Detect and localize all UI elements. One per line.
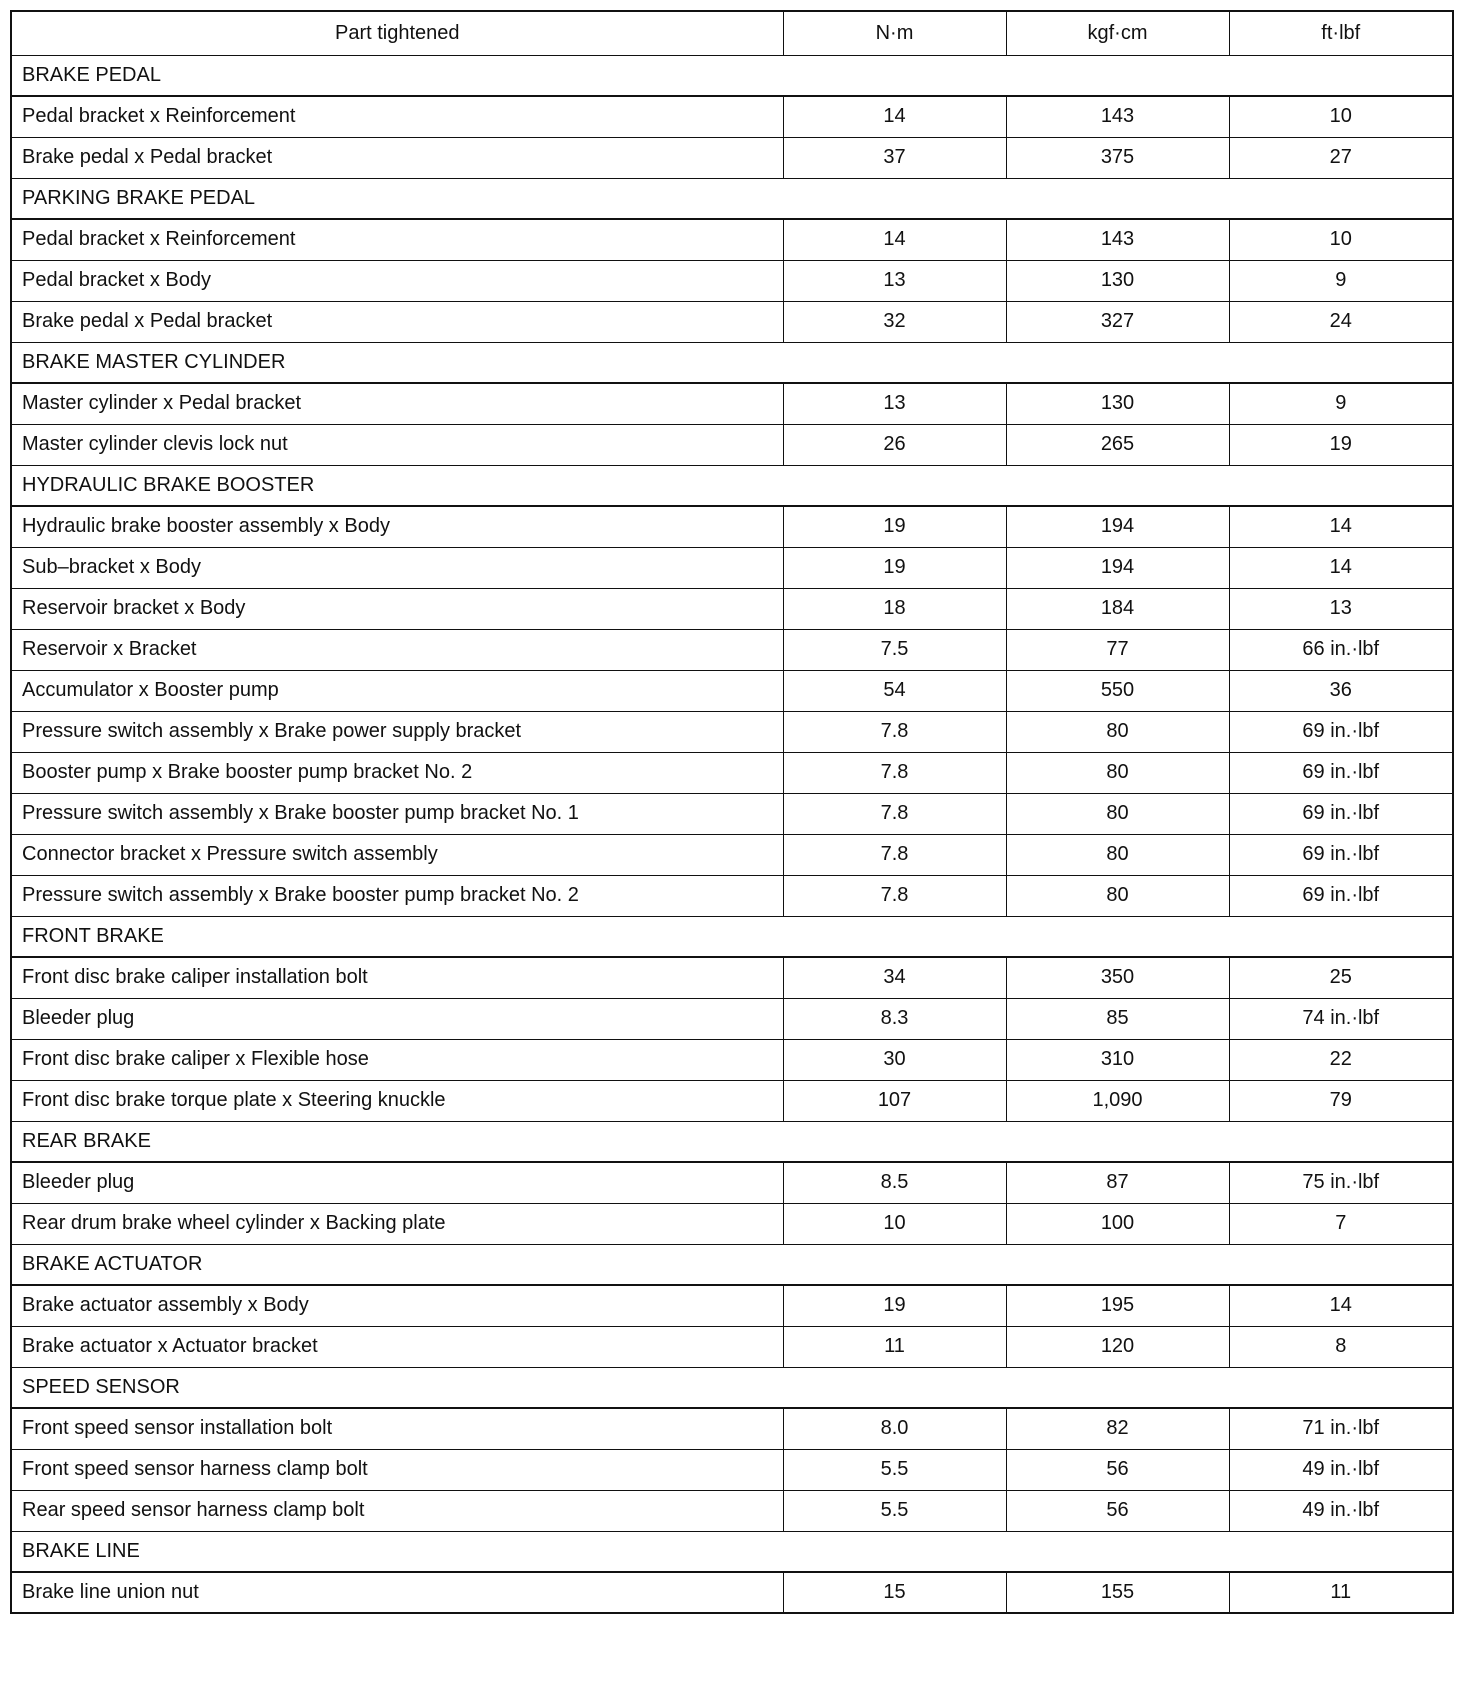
part-cell: Front disc brake caliper installation bolt bbox=[11, 957, 783, 998]
nm-cell: 34 bbox=[783, 957, 1006, 998]
part-cell: Rear drum brake wheel cylinder x Backing plate bbox=[11, 1203, 783, 1244]
table-row bbox=[11, 670, 1453, 711]
nm-cell: 15 bbox=[783, 1572, 1006, 1613]
kgfcm-cell: 195 bbox=[1006, 1285, 1229, 1326]
ftlbf-cell: 9 bbox=[1229, 383, 1453, 424]
ftlbf-cell: 69 in.·lbf bbox=[1229, 793, 1453, 834]
part-cell: Sub–bracket x Body bbox=[11, 547, 783, 588]
section-title: BRAKE ACTUATOR bbox=[11, 1244, 1453, 1285]
section-row bbox=[11, 1244, 1453, 1285]
kgfcm-cell: 143 bbox=[1006, 96, 1229, 137]
section-title: BRAKE LINE bbox=[11, 1531, 1453, 1572]
table-row bbox=[11, 629, 1453, 670]
ftlbf-cell: 14 bbox=[1229, 547, 1453, 588]
table-row bbox=[11, 1408, 1453, 1449]
section-row bbox=[11, 55, 1453, 96]
nm-cell: 19 bbox=[783, 1285, 1006, 1326]
section-row bbox=[11, 465, 1453, 506]
section-title: SPEED SENSOR bbox=[11, 1367, 1453, 1408]
table-row bbox=[11, 711, 1453, 752]
table-row bbox=[11, 219, 1453, 260]
table-row bbox=[11, 383, 1453, 424]
part-cell: Reservoir bracket x Body bbox=[11, 588, 783, 629]
ftlbf-cell: 69 in.·lbf bbox=[1229, 834, 1453, 875]
ftlbf-cell: 8 bbox=[1229, 1326, 1453, 1367]
table-body bbox=[11, 55, 1453, 1613]
section-title: HYDRAULIC BRAKE BOOSTER bbox=[11, 465, 1453, 506]
kgfcm-cell: 80 bbox=[1006, 793, 1229, 834]
ftlbf-cell: 74 in.·lbf bbox=[1229, 998, 1453, 1039]
section-title: BRAKE PEDAL bbox=[11, 55, 1453, 96]
part-cell: Booster pump x Brake booster pump bracket No. 2 bbox=[11, 752, 783, 793]
nm-cell: 26 bbox=[783, 424, 1006, 465]
nm-cell: 7.5 bbox=[783, 629, 1006, 670]
ftlbf-cell: 25 bbox=[1229, 957, 1453, 998]
header-nm: N·m bbox=[783, 11, 1006, 55]
kgfcm-cell: 184 bbox=[1006, 588, 1229, 629]
nm-cell: 30 bbox=[783, 1039, 1006, 1080]
section-title: FRONT BRAKE bbox=[11, 916, 1453, 957]
nm-cell: 14 bbox=[783, 219, 1006, 260]
ftlbf-cell: 14 bbox=[1229, 506, 1453, 547]
part-cell: Accumulator x Booster pump bbox=[11, 670, 783, 711]
ftlbf-cell: 71 in.·lbf bbox=[1229, 1408, 1453, 1449]
table-row bbox=[11, 793, 1453, 834]
kgfcm-cell: 80 bbox=[1006, 711, 1229, 752]
table-row bbox=[11, 1039, 1453, 1080]
kgfcm-cell: 56 bbox=[1006, 1490, 1229, 1531]
ftlbf-cell: 19 bbox=[1229, 424, 1453, 465]
kgfcm-cell: 194 bbox=[1006, 506, 1229, 547]
nm-cell: 8.3 bbox=[783, 998, 1006, 1039]
kgfcm-cell: 77 bbox=[1006, 629, 1229, 670]
ftlbf-cell: 75 in.·lbf bbox=[1229, 1162, 1453, 1203]
section-row bbox=[11, 1531, 1453, 1572]
nm-cell: 7.8 bbox=[783, 793, 1006, 834]
part-cell: Front disc brake caliper x Flexible hose bbox=[11, 1039, 783, 1080]
torque-spec-sheet bbox=[10, 10, 1452, 1614]
kgfcm-cell: 56 bbox=[1006, 1449, 1229, 1490]
ftlbf-cell: 69 in.·lbf bbox=[1229, 875, 1453, 916]
part-cell: Brake actuator assembly x Body bbox=[11, 1285, 783, 1326]
kgfcm-cell: 350 bbox=[1006, 957, 1229, 998]
part-cell: Bleeder plug bbox=[11, 998, 783, 1039]
part-cell: Brake line union nut bbox=[11, 1572, 783, 1613]
kgfcm-cell: 143 bbox=[1006, 219, 1229, 260]
part-cell: Front speed sensor harness clamp bolt bbox=[11, 1449, 783, 1490]
table-row bbox=[11, 1285, 1453, 1326]
header-kgfcm: kgf·cm bbox=[1006, 11, 1229, 55]
nm-cell: 7.8 bbox=[783, 752, 1006, 793]
section-row bbox=[11, 342, 1453, 383]
kgfcm-cell: 194 bbox=[1006, 547, 1229, 588]
nm-cell: 5.5 bbox=[783, 1449, 1006, 1490]
kgfcm-cell: 1,090 bbox=[1006, 1080, 1229, 1121]
nm-cell: 11 bbox=[783, 1326, 1006, 1367]
table-row bbox=[11, 1080, 1453, 1121]
ftlbf-cell: 7 bbox=[1229, 1203, 1453, 1244]
ftlbf-cell: 49 in.·lbf bbox=[1229, 1490, 1453, 1531]
nm-cell: 18 bbox=[783, 588, 1006, 629]
kgfcm-cell: 87 bbox=[1006, 1162, 1229, 1203]
table-row bbox=[11, 1449, 1453, 1490]
header-part: Part tightened bbox=[11, 11, 783, 55]
table-row bbox=[11, 96, 1453, 137]
table-row bbox=[11, 260, 1453, 301]
kgfcm-cell: 80 bbox=[1006, 752, 1229, 793]
table-row bbox=[11, 834, 1453, 875]
nm-cell: 19 bbox=[783, 506, 1006, 547]
table-row bbox=[11, 957, 1453, 998]
section-row bbox=[11, 178, 1453, 219]
header-row bbox=[11, 11, 1453, 55]
section-title: REAR BRAKE bbox=[11, 1121, 1453, 1162]
part-cell: Brake pedal x Pedal bracket bbox=[11, 301, 783, 342]
part-cell: Reservoir x Bracket bbox=[11, 629, 783, 670]
ftlbf-cell: 24 bbox=[1229, 301, 1453, 342]
ftlbf-cell: 27 bbox=[1229, 137, 1453, 178]
table-row bbox=[11, 1572, 1453, 1613]
nm-cell: 7.8 bbox=[783, 711, 1006, 752]
table-row bbox=[11, 506, 1453, 547]
nm-cell: 107 bbox=[783, 1080, 1006, 1121]
section-title: BRAKE MASTER CYLINDER bbox=[11, 342, 1453, 383]
ftlbf-cell: 11 bbox=[1229, 1572, 1453, 1613]
nm-cell: 5.5 bbox=[783, 1490, 1006, 1531]
header-ftlbf: ft·lbf bbox=[1229, 11, 1453, 55]
ftlbf-cell: 9 bbox=[1229, 260, 1453, 301]
part-cell: Pedal bracket x Body bbox=[11, 260, 783, 301]
table-row bbox=[11, 1326, 1453, 1367]
kgfcm-cell: 265 bbox=[1006, 424, 1229, 465]
kgfcm-cell: 82 bbox=[1006, 1408, 1229, 1449]
nm-cell: 13 bbox=[783, 260, 1006, 301]
ftlbf-cell: 14 bbox=[1229, 1285, 1453, 1326]
nm-cell: 19 bbox=[783, 547, 1006, 588]
part-cell: Connector bracket x Pressure switch assembly bbox=[11, 834, 783, 875]
section-title: PARKING BRAKE PEDAL bbox=[11, 178, 1453, 219]
nm-cell: 8.0 bbox=[783, 1408, 1006, 1449]
nm-cell: 7.8 bbox=[783, 834, 1006, 875]
section-row bbox=[11, 916, 1453, 957]
part-cell: Front speed sensor installation bolt bbox=[11, 1408, 783, 1449]
ftlbf-cell: 10 bbox=[1229, 96, 1453, 137]
table-row bbox=[11, 424, 1453, 465]
table-row bbox=[11, 998, 1453, 1039]
kgfcm-cell: 130 bbox=[1006, 383, 1229, 424]
kgfcm-cell: 120 bbox=[1006, 1326, 1229, 1367]
kgfcm-cell: 80 bbox=[1006, 875, 1229, 916]
part-cell: Pedal bracket x Reinforcement bbox=[11, 219, 783, 260]
ftlbf-cell: 49 in.·lbf bbox=[1229, 1449, 1453, 1490]
ftlbf-cell: 66 in.·lbf bbox=[1229, 629, 1453, 670]
table-row bbox=[11, 1203, 1453, 1244]
ftlbf-cell: 10 bbox=[1229, 219, 1453, 260]
part-cell: Hydraulic brake booster assembly x Body bbox=[11, 506, 783, 547]
nm-cell: 10 bbox=[783, 1203, 1006, 1244]
part-cell: Bleeder plug bbox=[11, 1162, 783, 1203]
part-cell: Pressure switch assembly x Brake booster pump bracket No. 1 bbox=[11, 793, 783, 834]
table-row bbox=[11, 301, 1453, 342]
section-row bbox=[11, 1367, 1453, 1408]
part-cell: Master cylinder clevis lock nut bbox=[11, 424, 783, 465]
table-row bbox=[11, 1490, 1453, 1531]
part-cell: Pressure switch assembly x Brake power supply bracket bbox=[11, 711, 783, 752]
section-row bbox=[11, 1121, 1453, 1162]
part-cell: Rear speed sensor harness clamp bolt bbox=[11, 1490, 783, 1531]
table-row bbox=[11, 588, 1453, 629]
part-cell: Pedal bracket x Reinforcement bbox=[11, 96, 783, 137]
nm-cell: 13 bbox=[783, 383, 1006, 424]
kgfcm-cell: 155 bbox=[1006, 1572, 1229, 1613]
ftlbf-cell: 69 in.·lbf bbox=[1229, 711, 1453, 752]
table-row bbox=[11, 752, 1453, 793]
nm-cell: 7.8 bbox=[783, 875, 1006, 916]
table-row bbox=[11, 137, 1453, 178]
kgfcm-cell: 80 bbox=[1006, 834, 1229, 875]
table-row bbox=[11, 875, 1453, 916]
nm-cell: 14 bbox=[783, 96, 1006, 137]
part-cell: Brake actuator x Actuator bracket bbox=[11, 1326, 783, 1367]
nm-cell: 37 bbox=[783, 137, 1006, 178]
kgfcm-cell: 130 bbox=[1006, 260, 1229, 301]
kgfcm-cell: 100 bbox=[1006, 1203, 1229, 1244]
ftlbf-cell: 36 bbox=[1229, 670, 1453, 711]
kgfcm-cell: 375 bbox=[1006, 137, 1229, 178]
kgfcm-cell: 85 bbox=[1006, 998, 1229, 1039]
nm-cell: 32 bbox=[783, 301, 1006, 342]
part-cell: Pressure switch assembly x Brake booster pump bracket No. 2 bbox=[11, 875, 783, 916]
torque-spec-table bbox=[10, 10, 1454, 1614]
nm-cell: 54 bbox=[783, 670, 1006, 711]
ftlbf-cell: 79 bbox=[1229, 1080, 1453, 1121]
ftlbf-cell: 69 in.·lbf bbox=[1229, 752, 1453, 793]
table-row bbox=[11, 1162, 1453, 1203]
nm-cell: 8.5 bbox=[783, 1162, 1006, 1203]
table-row bbox=[11, 547, 1453, 588]
part-cell: Front disc brake torque plate x Steering knuckle bbox=[11, 1080, 783, 1121]
kgfcm-cell: 310 bbox=[1006, 1039, 1229, 1080]
part-cell: Brake pedal x Pedal bracket bbox=[11, 137, 783, 178]
kgfcm-cell: 550 bbox=[1006, 670, 1229, 711]
ftlbf-cell: 22 bbox=[1229, 1039, 1453, 1080]
kgfcm-cell: 327 bbox=[1006, 301, 1229, 342]
part-cell: Master cylinder x Pedal bracket bbox=[11, 383, 783, 424]
ftlbf-cell: 13 bbox=[1229, 588, 1453, 629]
